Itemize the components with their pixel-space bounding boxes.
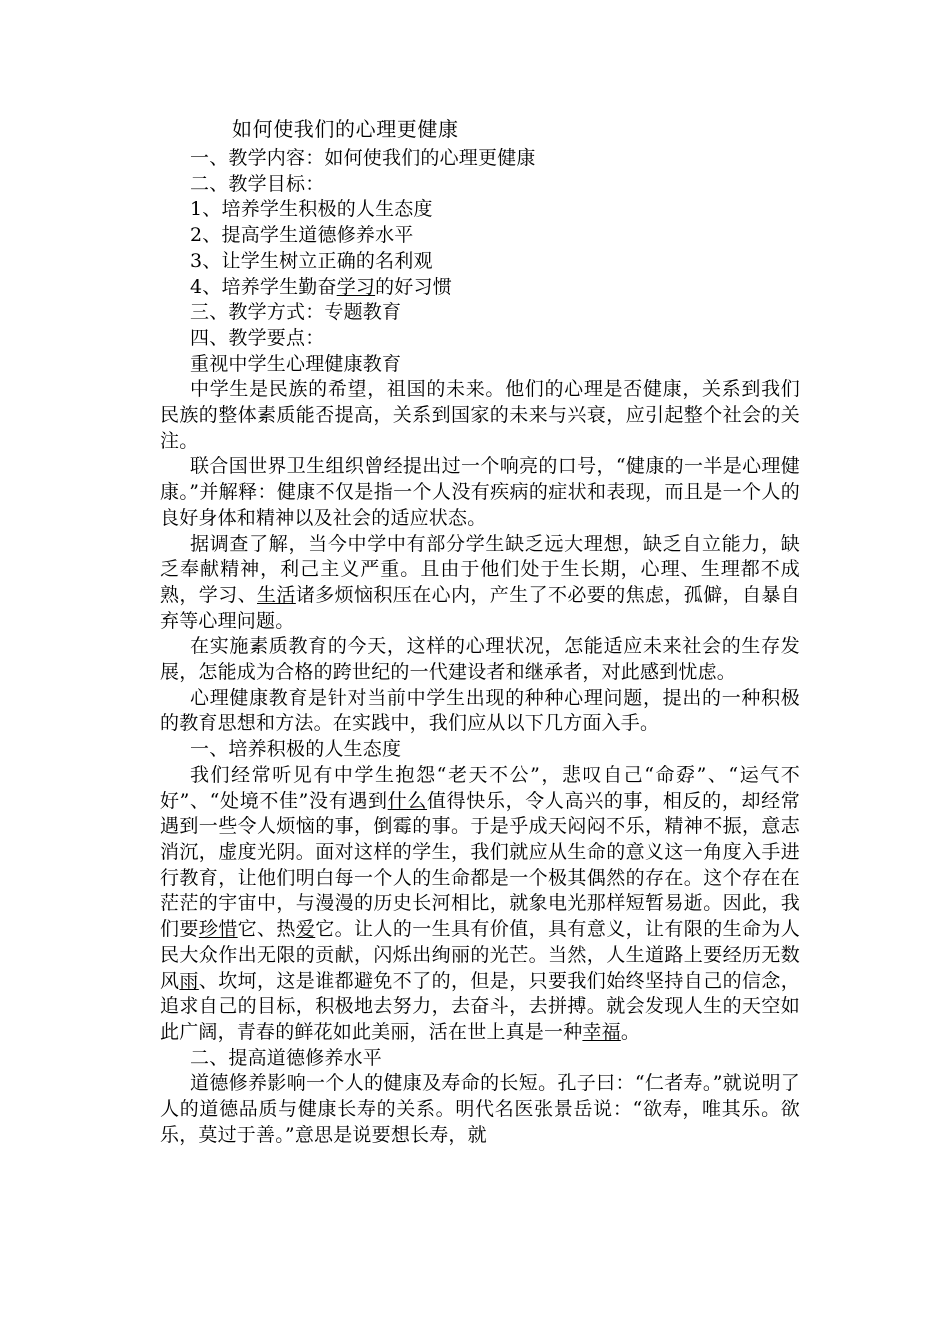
cherish-link[interactable]: 珍惜 (198, 918, 238, 941)
outline-method: 三、教学方式：专题教育 (190, 301, 402, 324)
paragraph: 心理健康教育是针对当前中学生出现的种种心理问题，提出的一种积极的教育思想和方法。在实践中，我们应从以下几方面入手。 (160, 686, 800, 735)
document-body (160, 113, 800, 1148)
goal-item (160, 275, 800, 301)
love-link[interactable]: 爱 (295, 918, 316, 941)
section-heading: 二、提高道德修养水平 (190, 1046, 383, 1069)
paragraph-text: 它。让人的一生具有价值，具有意义，让有限的生命为人民大众作出无限的贡献，闪烁出绚丽的光芒。当然，人生道路上要经历无数风 (160, 918, 801, 992)
paragraph: 道德修养影响一个人的健康及寿命的长短。孔子曰：“仁者寿。”就说明了人的道德品质与健康长寿的关系。明代名医张景岳说：“欲寿，唯其乐。欲乐，莫过于善。”意思是说要想长寿，就 (160, 1072, 800, 1146)
outline-content: 一、教学内容：如何使我们的心理更健康 (190, 147, 536, 169)
goal-item: 1、培养学生积极的人生态度 (190, 198, 433, 221)
paragraph-text: 。 (620, 1020, 641, 1043)
rain-link[interactable]: 雨 (179, 969, 199, 992)
outline-goals-heading: 二、教学目标： (190, 172, 325, 195)
happiness-link[interactable]: 幸福 (582, 1020, 621, 1043)
outline-points-heading: 四、教学要点： (190, 326, 325, 349)
section-heading: 一、培养积极的人生态度 (190, 738, 402, 761)
goal-text: 的好习惯 (375, 275, 452, 298)
document-title: 如何使我们的心理更健康 (232, 117, 459, 141)
what-link[interactable]: 什么 (387, 789, 427, 812)
life-link[interactable]: 生活 (257, 583, 296, 606)
paragraph-text: 值得快乐，令人高兴的事，相反的，却经常遇到一些令人烦恼的事，倒霉的事。于是乎成天闷闷不乐，精神不振，意志消沉，虚度光阴。面对这样的学生，我们就应从生命的意义这一角度入手进行教育，让他们明白每一个人的生命都是一个极其偶然的存在。这个存在在茫茫的宇宙中，与漫漫的历史长河相比，就象电光那样短暂易逝。因此，我们要 (160, 789, 800, 941)
study-link[interactable]: 学习 (336, 275, 376, 298)
paragraph: 中学生是民族的希望，祖国的未来。他们的心理是否健康，关系到我们民族的整体素质能否提高，关系到国家的未来与兴衰，应引起整个社会的关注。 (160, 378, 800, 452)
paragraph: 联合国世界卫生组织曾经提出过一个响亮的口号，“健康的一半是心理健康。”并解释：健康不仅是指一个人没有疾病的症状和表现，而且是一个人的良好身体和精神以及社会的适应状态。 (160, 455, 800, 529)
paragraph-text: 、坎坷，这是谁都避免不了的，但是，只要我们始终坚持自己的信念，追求自己的目标，积极地去努力，去奋斗，去拼搏。就会发现人生的天空如此广阔，青春的鲜花如此美丽，活在世上真是一种 (160, 969, 801, 1043)
paragraph: 在实施素质教育的今天，这样的心理状况，怎能适应未来社会的生存发展，怎能成为合格的跨世纪的一代建设者和继承者，对此感到忧虑。 (160, 635, 800, 684)
paragraph (160, 763, 800, 1046)
goal-item: 3、让学生树立正确的名利观 (190, 249, 433, 272)
paragraph-text: 我们经常听见有中学生抱怨“老天不公”，悲叹自己“命孬”、“运气不好”、“处境不佳”没有遇到 (160, 763, 800, 812)
goal-item: 2、提高学生道德修养水平 (190, 224, 414, 247)
paragraph-text: 诸多烦恼积压在心内，产生了不必要的焦虑，孤僻，自暴自弃等心理问题。 (160, 583, 800, 632)
paragraph (160, 532, 800, 635)
paragraph-text: 它、热 (237, 918, 296, 941)
section-title: 重视中学生心理健康教育 (190, 352, 402, 375)
paragraph-text: 据调查了解，当今中学中有部分学生缺乏远大理想，缺乏自立能力，缺乏奉献精神，利己主义严重。且由于他们处于生长期，心理、生理都不成熟，学习、 (160, 532, 800, 606)
goal-text: 4、培养学生勤奋 (190, 275, 337, 298)
